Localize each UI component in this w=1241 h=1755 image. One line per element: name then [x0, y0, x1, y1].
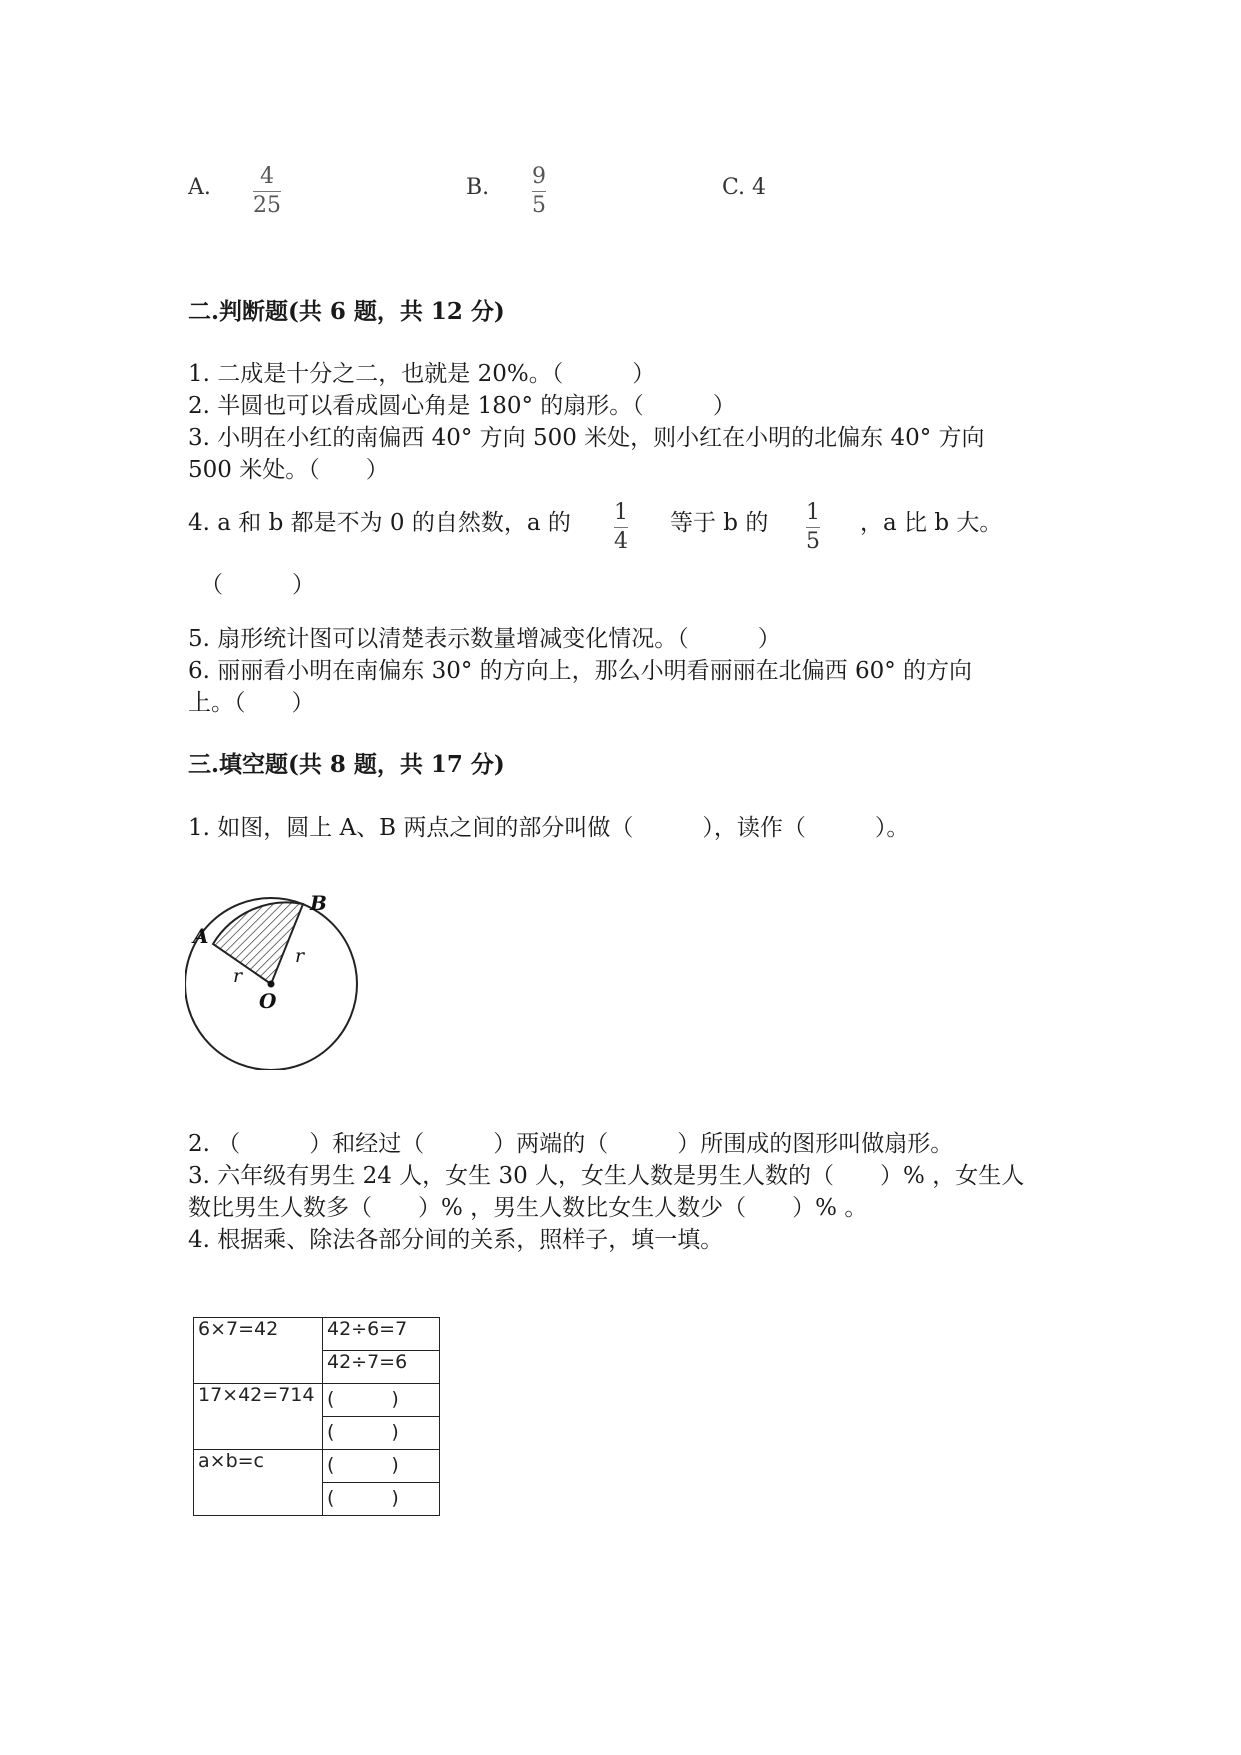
fraction-numerator: 1 — [806, 500, 820, 525]
fraction-denominator: 5 — [806, 529, 820, 554]
choice-c: C. 4 — [722, 175, 767, 200]
judge-question-4-part-3: ，a 比 b 大。 — [860, 510, 1003, 536]
fill-question-3-line-1: 3. 六年级有男生 24 人，女生 30 人，女生人数是男生人数的（ ）% ，女生人 — [188, 1163, 1025, 1189]
label-b: B — [310, 891, 327, 915]
label-r-left: r — [233, 965, 243, 987]
fraction-numerator: 4 — [260, 164, 274, 189]
table-cell: 42÷7=6 — [323, 1351, 440, 1384]
judge-question-4-fraction-2 — [806, 502, 820, 553]
judge-question-4-part-2: 等于 b 的 — [670, 510, 769, 536]
judge-question-5: 5. 扇形统计图可以清楚表示数量增减变化情况。（ ） — [188, 626, 781, 652]
choice-a-fraction — [253, 166, 281, 217]
judge-question-1: 1. 二成是十分之二，也就是 20%。（ ） — [188, 361, 656, 387]
judge-question-4-answer-blank: （ ） — [200, 572, 315, 598]
circle-sector-figure — [185, 890, 375, 1070]
fill-question-2: 2. （ ）和经过（ ）两端的（ ）所围成的图形叫做扇形。 — [188, 1131, 954, 1157]
fill-question-3-line-2: 数比男生人数多（ ）% ，男生人数比女生人数少（ ）% 。 — [188, 1195, 868, 1221]
fraction-bar — [253, 191, 281, 192]
table-row — [194, 1318, 440, 1351]
judge-question-6-line-2: 上。（ ） — [188, 690, 315, 716]
label-r-right: r — [295, 945, 305, 967]
section-3-heading: 三.填空题(共 8 题，共 17 分) — [188, 751, 505, 778]
fraction-denominator: 5 — [532, 193, 546, 218]
fill-question-1: 1. 如图，圆上 A、B 两点之间的部分叫做（ ），读作（ ）。 — [188, 815, 910, 841]
fill-question-4: 4. 根据乘、除法各部分间的关系，照样子，填一填。 — [188, 1227, 724, 1253]
calc-table — [193, 1317, 440, 1516]
fraction-bar — [532, 191, 546, 192]
choice-a-label: A. — [188, 175, 211, 200]
shaded-sector — [213, 902, 303, 984]
table-row — [194, 1384, 440, 1417]
table-cell: a×b=c — [194, 1450, 323, 1516]
fraction-numerator: 1 — [614, 500, 628, 525]
judge-question-4-part-1: 4. a 和 b 都是不为 0 的自然数，a 的 — [188, 510, 571, 536]
judge-question-4-fraction-1 — [614, 502, 628, 553]
label-o: O — [259, 989, 277, 1013]
table-answer-cell[interactable]: ( ) — [323, 1384, 440, 1417]
table-answer-cell[interactable]: ( ) — [323, 1417, 440, 1450]
fraction-denominator: 25 — [253, 193, 281, 218]
judge-question-3-line-2: 500 米处。（ ） — [188, 457, 389, 483]
fraction-numerator: 9 — [532, 164, 546, 189]
label-a: A — [193, 924, 209, 948]
fraction-bar — [806, 527, 820, 528]
section-2-heading: 二.判断题(共 6 题，共 12 分) — [188, 298, 505, 325]
fraction-denominator: 4 — [614, 529, 628, 554]
judge-question-6-line-1: 6. 丽丽看小明在南偏东 30° 的方向上，那么小明看丽丽在北偏西 60° 的方向 — [188, 658, 973, 684]
judge-question-2: 2. 半圆也可以看成圆心角是 180° 的扇形。（ ） — [188, 393, 736, 419]
choice-b-label: B. — [466, 175, 490, 200]
table-cell: 17×42=714 — [194, 1384, 323, 1450]
table-answer-cell[interactable]: ( ) — [323, 1450, 440, 1483]
judge-question-3-line-1: 3. 小明在小红的南偏西 40° 方向 500 米处，则小红在小明的北偏东 40° 方向 — [188, 425, 985, 451]
table-cell: 6×7=42 — [194, 1318, 323, 1384]
table-answer-cell[interactable]: ( ) — [323, 1483, 440, 1516]
table-row — [194, 1450, 440, 1483]
choice-b-fraction — [532, 166, 546, 217]
center-point — [268, 981, 275, 988]
fraction-bar — [614, 527, 628, 528]
table-cell: 42÷6=7 — [323, 1318, 440, 1351]
